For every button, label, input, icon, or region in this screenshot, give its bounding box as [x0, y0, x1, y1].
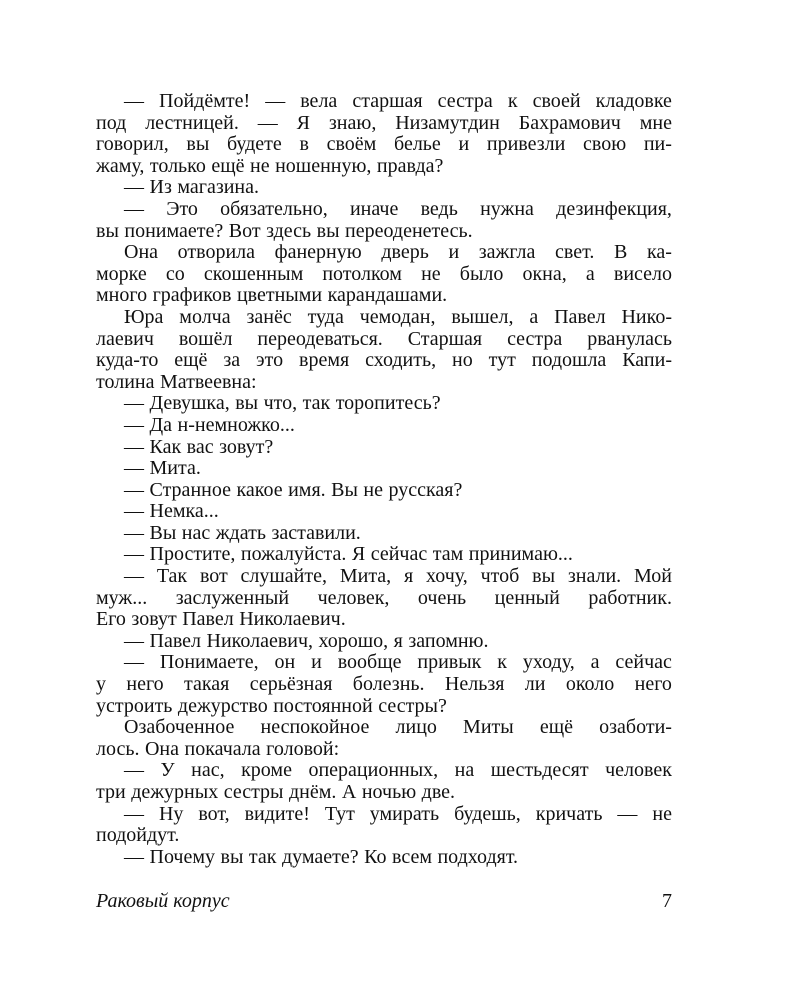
text-line: лось. Она покачала головой: [96, 737, 340, 760]
text-line [96, 329, 672, 351]
text-line: жаму, только ещё не ношенную, правда? [96, 154, 444, 177]
text-line [96, 242, 672, 264]
word: такая [184, 673, 230, 696]
word: свет. [555, 241, 595, 264]
word: время [299, 349, 350, 372]
word: туда [307, 305, 344, 328]
word: заслуженный [175, 586, 290, 609]
word: обязательно, [220, 197, 328, 220]
text-line [96, 264, 672, 286]
word: за [223, 349, 241, 372]
word: Мита, [339, 565, 392, 588]
word: привезли [486, 133, 566, 156]
text-line [96, 717, 672, 739]
word: фанерную [274, 241, 362, 264]
word: Старшая [407, 327, 483, 350]
word: под [96, 111, 127, 134]
word: сестра [437, 90, 493, 112]
word: ка- [646, 241, 672, 264]
word: свою [583, 133, 627, 156]
word: Понимаете, [159, 651, 259, 674]
word: человек, [317, 586, 390, 609]
text-line: — Из магазина. [124, 176, 260, 199]
word: а [529, 305, 539, 328]
word: на [454, 759, 475, 782]
word: он [274, 651, 296, 674]
word: шестьдесят [490, 759, 589, 782]
word: нужна [480, 197, 534, 220]
word: — [124, 802, 144, 825]
word: Бахрамович [518, 111, 621, 134]
text-line [96, 307, 672, 329]
word: тут [488, 349, 516, 372]
word: — [257, 111, 278, 134]
word: к [497, 651, 507, 674]
word: Я [296, 111, 310, 134]
word: к [507, 90, 518, 112]
word: пи- [643, 133, 672, 156]
text-line: — Немка... [124, 500, 219, 523]
word: чемодан, [359, 305, 436, 328]
text-line [96, 134, 672, 156]
word: подошла [531, 349, 607, 372]
word: около [565, 673, 615, 696]
word: ещё [539, 716, 574, 739]
text-line: — Девушка, вы что, так торопитесь? [124, 392, 441, 415]
text-line [96, 113, 672, 135]
word: — [265, 90, 286, 112]
word: я [404, 565, 414, 588]
word: будете [226, 133, 282, 156]
word: в [299, 133, 309, 156]
text-line: — Простите, пожалуйста. Я сейчас там принимаю... [124, 543, 573, 566]
page-number: 7 [662, 890, 672, 912]
word: Озабоченное [124, 716, 235, 739]
word: Нико- [621, 305, 672, 328]
word: сестра [507, 327, 563, 350]
word: дверь [381, 241, 429, 264]
word: не [421, 262, 441, 285]
word: ведь [420, 197, 458, 220]
word: и [311, 651, 322, 674]
word: Ну [158, 802, 184, 825]
word: В [613, 241, 628, 264]
word: озаботи- [599, 716, 672, 739]
word: куда-то [96, 349, 159, 372]
text-line: три дежурных сестры днём. А ночью две. [96, 781, 456, 803]
text-line: — Павел Николаевич, хорошо, я запомню. [124, 629, 489, 652]
word: вышел, [451, 305, 514, 328]
word: молча [179, 305, 231, 328]
text-line: — Странное какое имя. Вы не русская? [124, 478, 463, 501]
text-line [96, 760, 672, 782]
word: переодеваться. [257, 327, 383, 350]
text-line [96, 652, 672, 674]
text-line [96, 674, 672, 696]
word: ценный [494, 586, 560, 609]
word: — [617, 802, 638, 825]
word: Тут [324, 802, 355, 825]
running-title: Раковый корпус [96, 890, 230, 912]
word: операционных, [308, 759, 439, 782]
text-line: — Мита. [124, 457, 201, 480]
body-text [96, 91, 672, 868]
word: и [448, 241, 460, 264]
word: дезинфекция, [556, 197, 672, 220]
word: чтоб [480, 565, 520, 588]
word: кроме [241, 759, 292, 782]
word: знали. [567, 565, 622, 588]
word: работник. [588, 586, 672, 609]
word: говорил, [96, 133, 169, 156]
word: это [256, 349, 284, 372]
word: вот [199, 565, 228, 588]
word: но [452, 349, 473, 372]
text-line [96, 804, 672, 826]
word: — [124, 759, 144, 782]
text-line: толина Матвеевна: [96, 370, 257, 393]
word: слушайте, [240, 565, 328, 588]
text-line: — Вы нас ждать заставили. [124, 521, 361, 544]
word: уходу, [522, 651, 575, 674]
word: умирать [369, 802, 440, 825]
word: У [160, 759, 175, 782]
text-line [96, 350, 672, 372]
word: своей [532, 90, 581, 112]
word: — [124, 565, 144, 588]
word: кричать [535, 802, 603, 825]
word: него [126, 673, 164, 696]
word: морке [96, 262, 147, 285]
word: сейчас [615, 651, 672, 674]
word: — [124, 197, 144, 220]
word: иначе [349, 197, 399, 220]
word: лаевич [96, 327, 154, 350]
word: будешь, [454, 802, 521, 825]
word: и [458, 133, 470, 156]
word: неспокойное [260, 716, 370, 739]
word: Павел [554, 305, 606, 328]
word: — [124, 651, 144, 674]
word: сходить, [365, 349, 437, 372]
word: рванулась [587, 327, 672, 350]
word: было [459, 262, 504, 285]
word: занёс [246, 305, 292, 328]
word: лицо [395, 716, 437, 739]
word: него [634, 673, 672, 696]
word: человек [605, 759, 672, 782]
text-line: — Почему вы так думаете? Ко всем подходят. [124, 845, 519, 868]
word: Юра [124, 305, 164, 328]
word: Миты [463, 716, 514, 739]
word: кладовке [595, 90, 672, 112]
word: белье [394, 133, 441, 156]
word: Так [156, 565, 188, 588]
word: окна, [522, 262, 567, 285]
word: — [124, 90, 144, 112]
text-line [96, 199, 672, 221]
word: серьёзная [249, 673, 333, 696]
word: хочу, [426, 565, 468, 588]
text-line: много графиков цветными карандашами. [96, 284, 448, 307]
word: Низамутдин [395, 111, 500, 134]
word: Нельзя [444, 673, 505, 696]
text-line: подойдут. [96, 824, 180, 847]
word: муж... [96, 586, 148, 609]
text-line: вы понимаете? Вот здесь вы переоденетесь. [96, 219, 473, 242]
text-line [96, 566, 672, 588]
word: а [585, 262, 595, 285]
word: мне [639, 111, 672, 134]
word: видите! [244, 802, 310, 825]
word: болезнь. [352, 673, 425, 696]
word: привык [417, 651, 482, 674]
word: нас, [191, 759, 225, 782]
text-line: — Да н-немножко... [124, 413, 295, 436]
word: со [165, 262, 185, 285]
word: не [652, 802, 672, 825]
word: потолком [322, 262, 402, 285]
word: вы [532, 565, 556, 588]
word: Это [166, 197, 198, 220]
word: Пойдёмте! [159, 90, 251, 112]
word: скошенным [203, 262, 304, 285]
word: вот, [198, 802, 230, 825]
text-line: устроить дежурство постоянной сестры? [96, 694, 447, 717]
page-footer [96, 890, 672, 913]
word: знаю, [328, 111, 377, 134]
text-line [96, 588, 672, 610]
word: вообще [337, 651, 402, 674]
word: отворила [177, 241, 255, 264]
text-line: Его зовут Павел Николаевич. [96, 608, 346, 631]
word: своём [326, 133, 377, 156]
word: Капи- [622, 349, 672, 372]
word: ещё [174, 349, 208, 372]
word: Она [124, 241, 159, 264]
word: вела [300, 90, 338, 112]
word: Мой [634, 565, 672, 588]
word: ли [524, 673, 546, 696]
text-line: — Как вас зовут? [124, 435, 274, 458]
word: очень [417, 586, 467, 609]
word: вошёл [178, 327, 233, 350]
word: старшая [352, 90, 423, 112]
word: зажгла [478, 241, 536, 264]
word: лестницей. [145, 111, 239, 134]
word: вы [186, 133, 210, 156]
text-line [96, 91, 672, 113]
word: висело [613, 262, 672, 285]
word: а [590, 651, 600, 674]
word: у [96, 673, 106, 696]
